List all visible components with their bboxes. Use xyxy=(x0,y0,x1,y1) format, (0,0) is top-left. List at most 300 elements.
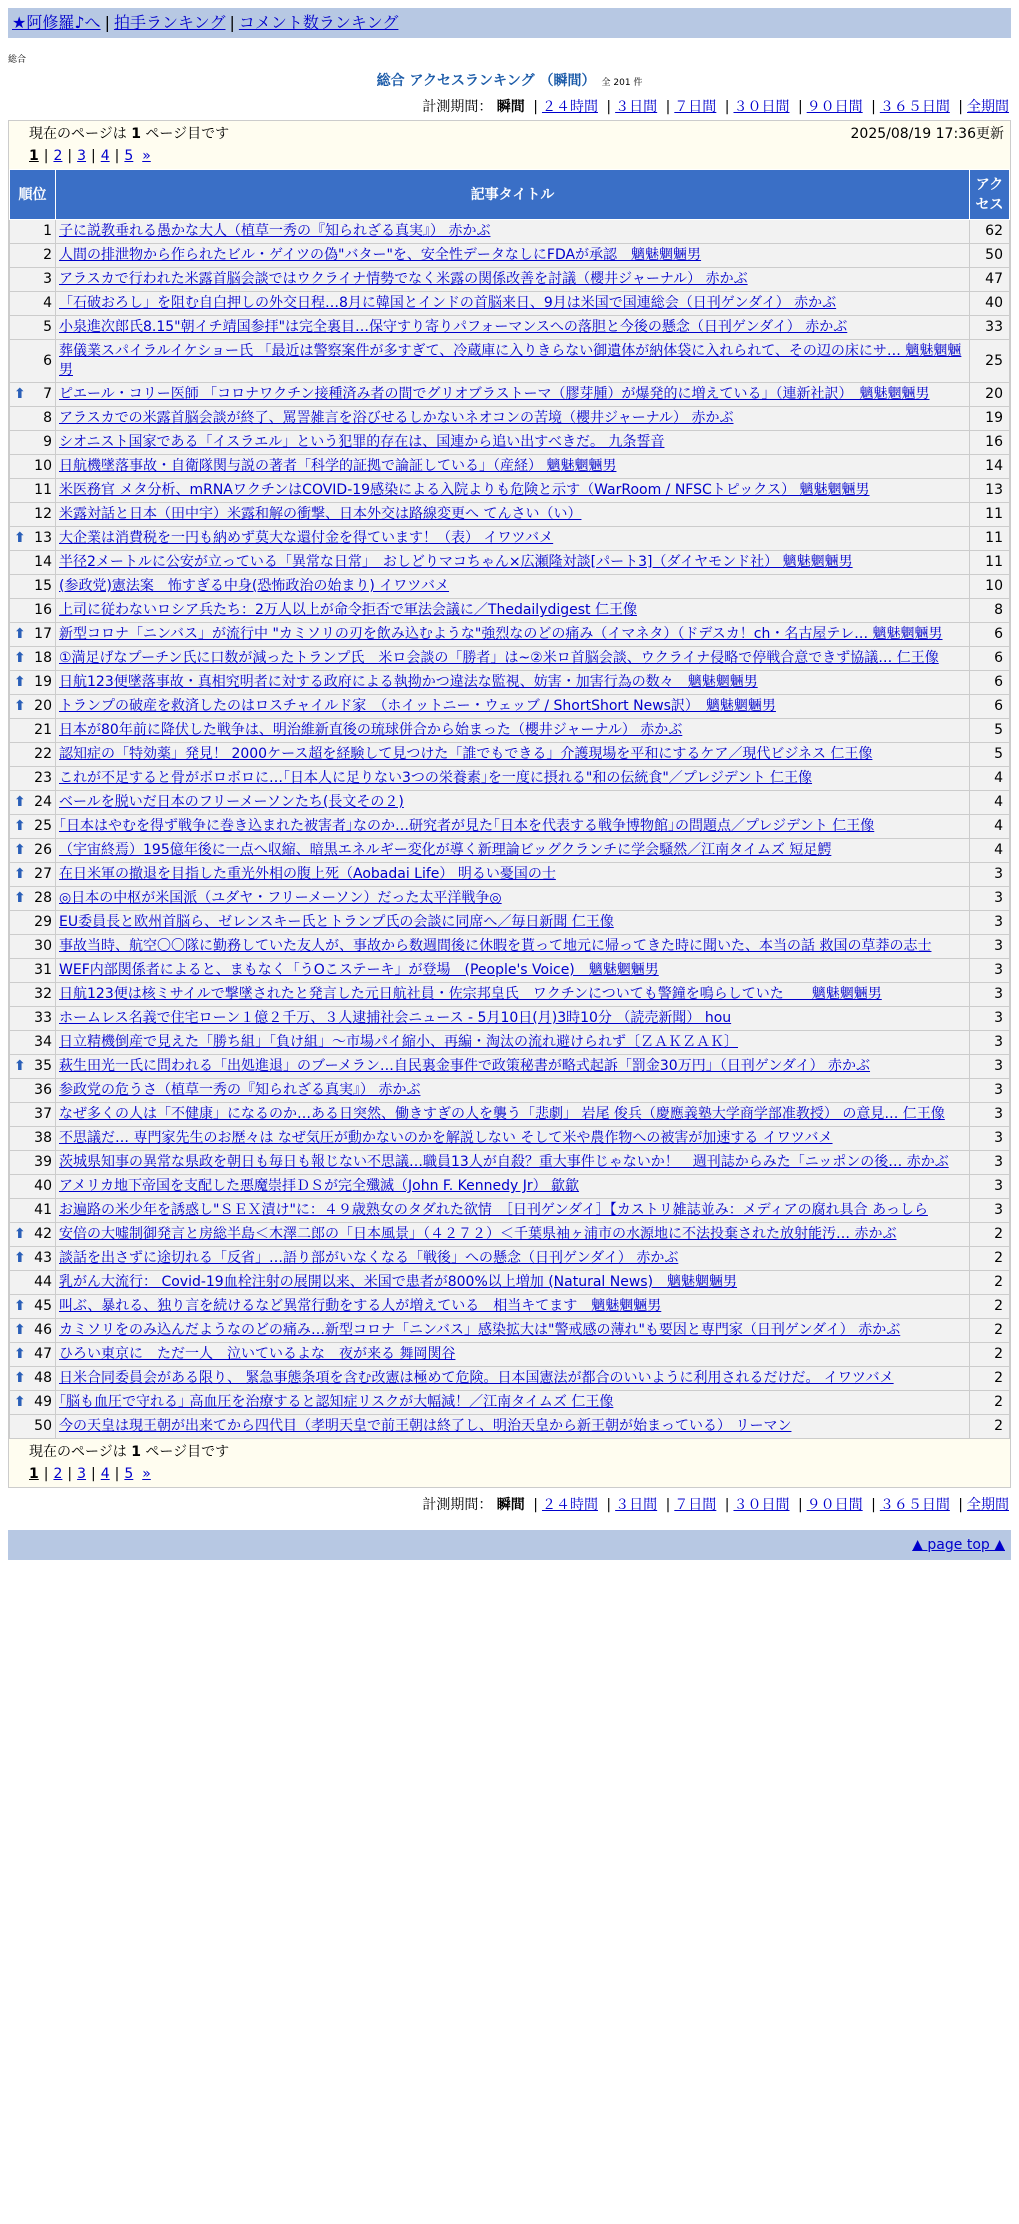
article-title-link[interactable]: 米医務官 メタ分析、mRNAワクチンはCOVID-19感染による入院よりも危険と示す（WarRoom / NFSCトピックス） 魑魅魍魎男 xyxy=(59,482,870,498)
title-cell xyxy=(56,671,970,695)
article-title-link[interactable]: ｢日本はやむを得ず戦争に巻き込まれた被害者｣なのか…研究者が見た｢日本を代表する戦争博物館｣の問題点／プレジデント 仁王像 xyxy=(59,818,875,834)
title-cell xyxy=(56,316,970,340)
title-cell xyxy=(56,767,970,791)
rank-cell xyxy=(10,1367,56,1391)
rank-number: 33 xyxy=(34,1010,52,1026)
period-selector-bottom: 計測期間： 瞬間 | ２４時間 | ３日間 | ７日間 | ３０日間 | ９０日間 | ３６５日間 | 全期間 xyxy=(422,1497,1009,1513)
article-title-link[interactable]: 葬儀業スパイラルイケショー氏 「最近は警察案件が多すぎて、冷蔵庫に入りきらない御遺体が納体袋に入れられて、その辺の床にサ… 魑魅魍魎男 xyxy=(59,343,962,378)
period-label: 計測期間： xyxy=(422,99,493,115)
period-link-3d[interactable]: ３日間 xyxy=(615,1497,658,1513)
rank-number: 1 xyxy=(43,223,52,239)
article-title-link[interactable]: シオニスト国家である「イスラエル」という犯罪的存在は、国連から追い出すべきだ。 九条誓音 xyxy=(59,434,665,450)
rank-number: 30 xyxy=(34,938,52,954)
title-cell xyxy=(56,1223,970,1247)
title-cell xyxy=(56,340,970,383)
article-title-link[interactable]: 在日米軍の撤退を目指した重光外相の腹上死（Aobadai Life） 明るい憂国の士 xyxy=(59,866,556,882)
access-count: 19 xyxy=(970,407,1010,431)
access-count: 2 xyxy=(970,1343,1010,1367)
access-count: 3 xyxy=(970,911,1010,935)
article-title-link[interactable]: アラスカでの米露首脳会談が終了、罵詈雑言を浴びせるしかないネオコンの苦境（櫻井ジャーナル） 赤かぶ xyxy=(59,410,734,426)
title-cell xyxy=(56,1055,970,1079)
page-top-link[interactable]: ▲ page top ▲ xyxy=(912,1537,1005,1553)
nav-separator: | xyxy=(229,13,235,32)
rank-number: 41 xyxy=(34,1202,52,1218)
rank-number: 45 xyxy=(34,1298,52,1314)
rank-number: 7 xyxy=(43,386,52,402)
table-row xyxy=(10,983,1010,1007)
rank-cell xyxy=(10,983,56,1007)
article-title-link[interactable]: アメリカ地下帝国を支配した悪魔崇拝ＤＳが完全殲滅（John F. Kennedy Jr） 歙歙 xyxy=(59,1178,580,1194)
up-arrow-icon: ⬆ xyxy=(14,698,26,714)
table-row xyxy=(10,220,1010,244)
ranking-box xyxy=(8,120,1011,1488)
rank-cell xyxy=(10,1223,56,1247)
pager-next[interactable]: » xyxy=(142,148,151,164)
article-title-link[interactable]: ホームレス名義で住宅ローン１億２千万、３人逮捕社会ニュース - 5月10日(月)3時10分 （読売新聞） hou xyxy=(59,1010,732,1026)
period-label: 計測期間： xyxy=(422,1497,493,1513)
article-title-link[interactable]: 上司に従わないロシア兵たち：2万人以上が命令拒否で軍法会議に／Thedailydigest 仁王像 xyxy=(59,602,637,618)
period-link-365d[interactable]: ３６５日間 xyxy=(879,1497,950,1513)
table-row xyxy=(10,575,1010,599)
rank-cell xyxy=(10,1199,56,1223)
rank-number: 10 xyxy=(34,458,52,474)
rank-cell xyxy=(10,479,56,503)
title-cell xyxy=(56,1007,970,1031)
table-row xyxy=(10,791,1010,815)
title-cell xyxy=(56,1079,970,1103)
access-count: 3 xyxy=(970,1031,1010,1055)
page-title-text: 総合 アクセスランキング （瞬間） xyxy=(376,73,596,89)
article-title-link[interactable]: ひろい東京に ただ一人 泣いているよな 夜が来る 舞岡関谷 xyxy=(59,1346,456,1362)
table-row xyxy=(10,268,1010,292)
pager-top: 1 | 2 | 3 | 4 | 5 » xyxy=(29,148,151,164)
table-row xyxy=(10,1055,1010,1079)
rank-number: 25 xyxy=(34,818,52,834)
rank-cell xyxy=(10,407,56,431)
period-link-24h[interactable]: ２４時間 xyxy=(541,1497,598,1513)
rank-cell xyxy=(10,887,56,911)
access-count: 3 xyxy=(970,1007,1010,1031)
up-arrow-icon: ⬆ xyxy=(14,1370,26,1386)
article-title-link[interactable]: なぜ多くの人は「不健康」になるのか…ある日突然、働きすぎの人を襲う「悲劇」 岩尾 俊兵（慶應義塾大学商学部准教授） の意見… 仁王像 xyxy=(59,1106,945,1122)
rank-number: 19 xyxy=(34,674,52,690)
table-row xyxy=(10,1151,1010,1175)
rank-number: 37 xyxy=(34,1106,52,1122)
access-count: 33 xyxy=(970,316,1010,340)
up-arrow-icon: ⬆ xyxy=(14,1250,26,1266)
rank-number: 8 xyxy=(43,410,52,426)
table-row xyxy=(10,1175,1010,1199)
up-arrow-icon: ⬆ xyxy=(14,530,26,546)
title-cell xyxy=(56,479,970,503)
updated-time: 2025/08/19 17:36更新 xyxy=(850,126,1004,142)
access-count: 62 xyxy=(970,220,1010,244)
article-title-link[interactable]: お遍路の米少年を誘惑し"ＳＥＸ漬け"に：４９歳熟女のタダれた欲情 ［日刊ゲンダイ］【カストリ雑誌並み：メディアの腐れ具合 あっしら xyxy=(59,1202,928,1218)
article-title-link[interactable]: 萩生田光一氏に問われる「出処進退」のブーメラン…自民裏金事件で政策秘書が略式起訴「罰金30万円」（日刊ゲンダイ） 赤かぶ xyxy=(59,1058,871,1074)
access-count: 4 xyxy=(970,839,1010,863)
article-title-link[interactable]: WEF内部関係者によると、まもなく「うOこステーキ」が登場 (People's Voice) 魑魅魍魎男 xyxy=(59,962,659,978)
pager-link-4[interactable]: 4 xyxy=(100,148,110,164)
header-rank: 順位 xyxy=(10,170,56,220)
article-title-link[interactable]: EU委員長と欧州首脳ら、ゼレンスキー氏とトランプ氏の会談に同席へ／毎日新聞 仁王像 xyxy=(59,914,614,930)
access-count: 3 xyxy=(970,983,1010,1007)
table-row xyxy=(10,244,1010,268)
period-link-30d[interactable]: ３０日間 xyxy=(733,1497,790,1513)
rank-number: 3 xyxy=(43,271,52,287)
article-title-link[interactable]: 安倍の大嘘制御発言と房総半島＜木澤二郎の「日本風景」（４２７２）＜千葉県袖ヶ浦市の水源地に不法投棄された放射能汚… 赤かぶ xyxy=(59,1226,897,1242)
article-title-link[interactable]: 小泉進次郎氏8.15"朝イチ靖国参拝"は完全裏目…保守すり寄りパフォーマンスへの落胆と今後の懸念（日刊ゲンダイ） 赤かぶ xyxy=(59,319,848,335)
rank-number: 15 xyxy=(34,578,52,594)
access-count: 3 xyxy=(970,1055,1010,1079)
rank-cell xyxy=(10,791,56,815)
pager-link-5[interactable]: 5 xyxy=(124,148,134,164)
title-cell xyxy=(56,623,970,647)
table-row xyxy=(10,863,1010,887)
access-count: 3 xyxy=(970,959,1010,983)
article-title-link[interactable]: 日米合同委員会がある限り、 緊急事態条項を含む改憲は極めて危険。日本国憲法が都合のいいように利用されるだけだ。 イワツバメ xyxy=(59,1370,894,1386)
title-cell xyxy=(56,815,970,839)
page-status: 現在のページは 1 ページ目です xyxy=(29,126,230,142)
access-count: 2 xyxy=(970,1223,1010,1247)
rank-number: 28 xyxy=(34,890,52,906)
article-title-link[interactable]: 日本が80年前に降伏した戦争は、明治維新直後の琉球併合から始まった（櫻井ジャーナル） 赤かぶ xyxy=(59,722,683,738)
pager-link-4[interactable]: 4 xyxy=(100,1466,110,1482)
title-cell xyxy=(56,1175,970,1199)
header-title: 記事タイトル xyxy=(56,170,970,220)
access-count: 3 xyxy=(970,1103,1010,1127)
rank-cell xyxy=(10,1343,56,1367)
nav-link-applause-ranking[interactable]: 拍手ランキング xyxy=(113,13,226,32)
rank-number: 50 xyxy=(34,1418,52,1434)
title-cell xyxy=(56,863,970,887)
article-title-link[interactable]: 「石破おろし」を阻む自白押しの外交日程…8月に韓国とインドの首脳来日、9月は米国で国連総会（日刊ゲンダイ） 赤かぶ xyxy=(59,295,837,311)
rank-cell xyxy=(10,1319,56,1343)
article-title-link[interactable]: 新型コロナ「ニンバス」が流行中 "カミソリの刃を飲み込むような"強烈なのどの痛み（イマネタ）（ドデスカ！ch・名古屋テレ… 魑魅魍魎男 xyxy=(59,626,943,642)
rank-number: 48 xyxy=(34,1370,52,1386)
article-title-link[interactable]: 茨城県知事の異常な県政を朝日も毎日も報じない不思議…職員13人が自殺？重大事件じゃないか！ 週刊誌からみた「ニッポンの後… 赤かぶ xyxy=(59,1154,949,1170)
access-count: 2 xyxy=(970,1271,1010,1295)
access-count: 6 xyxy=(970,623,1010,647)
rank-number: 47 xyxy=(34,1346,52,1362)
access-count: 3 xyxy=(970,935,1010,959)
title-cell xyxy=(56,839,970,863)
rank-cell xyxy=(10,599,56,623)
access-count: 6 xyxy=(970,695,1010,719)
title-cell xyxy=(56,935,970,959)
table-row xyxy=(10,767,1010,791)
access-count: 2 xyxy=(970,1367,1010,1391)
period-selector-top: 計測期間： 瞬間 | ２４時間 | ３日間 | ７日間 | ３０日間 | ９０日間 | ３６５日間 | 全期間 xyxy=(422,99,1009,115)
rank-cell xyxy=(10,383,56,407)
table-row xyxy=(10,1247,1010,1271)
rank-cell xyxy=(10,815,56,839)
rank-number: 23 xyxy=(34,770,52,786)
rank-number: 22 xyxy=(34,746,52,762)
article-title-link[interactable]: 半径2メートルに公安が立っている「異常な日常」 おしどりマコちゃん×広瀬隆対談[パート3]（ダイヤモンド社） 魑魅魍魎男 xyxy=(59,554,853,570)
table-row xyxy=(10,1367,1010,1391)
article-title-link[interactable]: これが不足すると骨がボロボロに…｢日本人に足りない3つの栄養素｣を一度に摂れる"和の伝統食"／プレジデント 仁王像 xyxy=(59,770,813,786)
title-cell xyxy=(56,292,970,316)
article-title-link[interactable]: ベールを脱いだ日本のフリーメーソンたち(長文その２) xyxy=(59,794,404,810)
article-title-link[interactable]: ①満足げなプーチン氏に口数が減ったトランプ氏 米ロ会談の「勝者」は~②米ロ首脳会談、ウクライナ侵略で停戦合意できず協議… 仁王像 xyxy=(59,650,939,666)
table-row xyxy=(10,455,1010,479)
title-cell xyxy=(56,1391,970,1415)
access-count: 3 xyxy=(970,1127,1010,1151)
table-row xyxy=(10,839,1010,863)
access-count: 3 xyxy=(970,1199,1010,1223)
pager-link-3[interactable]: 3 xyxy=(77,148,87,164)
article-title-link[interactable]: アラスカで行われた米露首脳会談ではウクライナ情勢でなく米露の関係改善を討議（櫻井ジャーナル） 赤かぶ xyxy=(59,271,748,287)
rank-cell xyxy=(10,316,56,340)
rank-cell xyxy=(10,1127,56,1151)
up-arrow-icon: ⬆ xyxy=(14,842,26,858)
rank-number: 13 xyxy=(34,530,52,546)
table-row xyxy=(10,527,1010,551)
table-header-row xyxy=(10,170,1010,220)
article-title-link[interactable]: (参政党)憲法案 怖すぎる中身(恐怖政治の始まり) イワツバメ xyxy=(59,578,450,594)
rank-cell xyxy=(10,340,56,383)
access-count: 11 xyxy=(970,503,1010,527)
pager-link-5[interactable]: 5 xyxy=(124,1466,134,1482)
title-cell xyxy=(56,503,970,527)
article-title-link[interactable]: ピエール・コリー医師 「コロナワクチン接種済み者の間でグリオブラストーマ（膠芽腫）が爆発的に増えている」（連新社訳） 魑魅魍魎男 xyxy=(59,386,930,402)
access-count: 2 xyxy=(970,1391,1010,1415)
access-count: 14 xyxy=(970,455,1010,479)
title-cell xyxy=(56,268,970,292)
table-row xyxy=(10,1103,1010,1127)
access-count: 6 xyxy=(970,647,1010,671)
title-cell xyxy=(56,1127,970,1151)
article-title-link[interactable]: 不思議だ… 専門家先生のお歴々は なぜ気圧が動かないのかを解説しない そして米や農作物への被害が加速する イワツバメ xyxy=(59,1130,833,1146)
rank-number: 17 xyxy=(34,626,52,642)
access-count: 20 xyxy=(970,383,1010,407)
pager-next[interactable]: » xyxy=(142,1466,151,1482)
rank-cell xyxy=(10,455,56,479)
table-row xyxy=(10,647,1010,671)
article-title-link[interactable]: 米露対話と日本（田中宇）米露和解の衝撃、日本外交は路線変更へ てんさい（い） xyxy=(59,506,582,522)
table-row xyxy=(10,1415,1010,1439)
rank-cell xyxy=(10,527,56,551)
access-count: 5 xyxy=(970,743,1010,767)
title-cell xyxy=(56,911,970,935)
pager-link-2[interactable]: 2 xyxy=(53,148,63,164)
access-count: 16 xyxy=(970,431,1010,455)
up-arrow-icon: ⬆ xyxy=(14,674,26,690)
access-count: 5 xyxy=(970,719,1010,743)
rank-cell xyxy=(10,1271,56,1295)
article-title-link[interactable]: 人間の排泄物から作られたビル・ゲイツの偽"バター"を、安全性データなしにFDAが承認 魑魅魍魎男 xyxy=(59,247,702,263)
access-count: 2 xyxy=(970,1319,1010,1343)
article-title-link[interactable]: （宇宙終焉）195億年後に一点へ収縮、暗黒エネルギー変化が導く新理論ビッグクランチに学会騒然／江南タイムズ 短足鰐 xyxy=(59,842,832,858)
rank-number: 4 xyxy=(43,295,52,311)
table-row xyxy=(10,383,1010,407)
article-title-link[interactable]: ◎日本の中枢が米国派（ユダヤ・フリーメーソン）だった太平洋戦争◎ xyxy=(59,890,502,906)
up-arrow-icon: ⬆ xyxy=(14,1058,26,1074)
up-arrow-icon: ⬆ xyxy=(14,1226,26,1242)
up-arrow-icon: ⬆ xyxy=(14,1394,26,1410)
article-title-link[interactable]: 認知症の「特効薬」発見！ 2000ケース超を経験して見つけた「誰でもできる」介護現場を平和にするケア／現代ビジネス 仁王像 xyxy=(59,746,873,762)
up-arrow-icon: ⬆ xyxy=(14,890,26,906)
period-link-90d[interactable]: ９０日間 xyxy=(806,99,863,115)
nav-link-comment-ranking[interactable]: コメント数ランキング xyxy=(238,13,399,32)
title-cell xyxy=(56,1103,970,1127)
page-title xyxy=(0,70,1019,90)
page-info-top xyxy=(9,121,1010,169)
rank-cell xyxy=(10,719,56,743)
rank-cell xyxy=(10,1415,56,1439)
rank-number: 49 xyxy=(34,1394,52,1410)
period-link-24h[interactable]: ２４時間 xyxy=(541,99,598,115)
rank-number: 14 xyxy=(34,554,52,570)
title-cell xyxy=(56,791,970,815)
table-row xyxy=(10,1079,1010,1103)
period-link-90d[interactable]: ９０日間 xyxy=(806,1497,863,1513)
rank-number: 31 xyxy=(34,962,52,978)
title-cell xyxy=(56,695,970,719)
rank-cell xyxy=(10,911,56,935)
table-row xyxy=(10,1199,1010,1223)
rank-cell xyxy=(10,1175,56,1199)
rank-cell xyxy=(10,1295,56,1319)
table-row xyxy=(10,671,1010,695)
table-row xyxy=(10,340,1010,383)
rank-cell xyxy=(10,1031,56,1055)
table-row xyxy=(10,292,1010,316)
up-arrow-icon: ⬆ xyxy=(14,866,26,882)
rank-cell xyxy=(10,743,56,767)
period-link-3d[interactable]: ３日間 xyxy=(615,99,658,115)
rank-cell xyxy=(10,1055,56,1079)
access-count: 4 xyxy=(970,815,1010,839)
up-arrow-icon: ⬆ xyxy=(14,1322,26,1338)
article-title-link[interactable]: 日航123便は核ミサイルで撃墜されたと発言した元日航社員・佐宗邦皇氏 ワクチンについても警鐘を鳴らしていた 魑魅魍魎男 xyxy=(59,986,882,1002)
rank-cell xyxy=(10,959,56,983)
article-title-link[interactable]: 参政党の危うさ（植草一秀の『知られざる真実』） 赤かぶ xyxy=(59,1082,421,1098)
rank-number: 12 xyxy=(34,506,52,522)
period-link-7d[interactable]: ７日間 xyxy=(674,1497,717,1513)
rank-cell xyxy=(10,1103,56,1127)
access-count: 13 xyxy=(970,479,1010,503)
rank-cell xyxy=(10,1151,56,1175)
table-row xyxy=(10,599,1010,623)
table-row xyxy=(10,743,1010,767)
access-count: 2 xyxy=(970,1247,1010,1271)
table-row xyxy=(10,1319,1010,1343)
rank-number: 46 xyxy=(34,1322,52,1338)
item-count: 全 201 件 xyxy=(601,78,643,88)
table-row xyxy=(10,1343,1010,1367)
article-title-link[interactable]: 日航機墜落事故・自衛隊関与説の著者「科学的証拠で論証している」（産経） 魑魅魍魎男 xyxy=(59,458,617,474)
access-count: 3 xyxy=(970,863,1010,887)
title-cell xyxy=(56,407,970,431)
pager-current: 1 xyxy=(29,1466,39,1482)
title-cell xyxy=(56,1247,970,1271)
article-title-link[interactable]: 大企業は消費税を一円も納めず莫大な還付金を得ています！（表） イワツバメ xyxy=(59,530,554,546)
rank-cell xyxy=(10,268,56,292)
article-title-link[interactable]: 事故当時、航空〇〇隊に勤務していた友人が、事故から数週間後に休暇を貰って地元に帰ってきた時に聞いた、本当の話 救国の草莽の志士 xyxy=(59,938,932,954)
article-title-link[interactable]: 子に説教垂れる愚かな大人（植草一秀の『知られざる真実』） 赤かぶ xyxy=(59,223,491,239)
rank-number: 27 xyxy=(34,866,52,882)
period-link-30d[interactable]: ３０日間 xyxy=(733,99,790,115)
pager-link-3[interactable]: 3 xyxy=(77,1466,87,1482)
title-cell xyxy=(56,887,970,911)
up-arrow-icon: ⬆ xyxy=(14,626,26,642)
rank-cell xyxy=(10,1391,56,1415)
bottom-bar xyxy=(8,1530,1011,1560)
table-row xyxy=(10,503,1010,527)
access-count: 50 xyxy=(970,244,1010,268)
article-title-link[interactable]: 乳がん大流行： Covid-19血栓注射の展開以来、米国で患者が800%以上増加 (Natural News) 魑魅魍魎男 xyxy=(59,1274,738,1290)
rank-cell xyxy=(10,1247,56,1271)
table-row xyxy=(10,1031,1010,1055)
period-link-all[interactable]: 全期間 xyxy=(967,1497,1009,1513)
table-row xyxy=(10,1295,1010,1319)
up-arrow-icon: ⬆ xyxy=(14,1298,26,1314)
access-count: 47 xyxy=(970,268,1010,292)
rank-number: 29 xyxy=(34,914,52,930)
rank-cell xyxy=(10,575,56,599)
pager-link-2[interactable]: 2 xyxy=(53,1466,63,1482)
rank-number: 18 xyxy=(34,650,52,666)
access-count: 3 xyxy=(970,1151,1010,1175)
rank-cell xyxy=(10,244,56,268)
period-link-all[interactable]: 全期間 xyxy=(967,99,1009,115)
rank-number: 16 xyxy=(34,602,52,618)
rank-cell xyxy=(10,503,56,527)
article-title-link[interactable]: 談話を出さずに途切れる「反省」…語り部がいなくなる「戦後」への懸念（日刊ゲンダイ） 赤かぶ xyxy=(59,1250,679,1266)
up-arrow-icon: ⬆ xyxy=(14,1346,26,1362)
article-title-link[interactable]: 叫ぶ、暴れる、独り言を続けるなど異常行動をする人が増えている 相当キてます 魑魅魍魎男 xyxy=(59,1298,662,1314)
rank-cell xyxy=(10,695,56,719)
rank-number: 38 xyxy=(34,1130,52,1146)
rank-number: 26 xyxy=(34,842,52,858)
access-count: 25 xyxy=(970,340,1010,383)
title-cell xyxy=(56,1199,970,1223)
table-row xyxy=(10,551,1010,575)
access-count: 3 xyxy=(970,1175,1010,1199)
access-count: 8 xyxy=(970,599,1010,623)
title-cell xyxy=(56,1343,970,1367)
rank-number: 39 xyxy=(34,1154,52,1170)
rank-number: 36 xyxy=(34,1082,52,1098)
period-link-7d[interactable]: ７日間 xyxy=(674,99,717,115)
table-row xyxy=(10,1223,1010,1247)
period-link-365d[interactable]: ３６５日間 xyxy=(879,99,950,115)
title-cell xyxy=(56,527,970,551)
title-cell xyxy=(56,431,970,455)
article-title-link[interactable]: ｢脳も血圧で守れる｣ 高血圧を治療すると認知症リスクが大幅減！／江南タイムズ 仁王像 xyxy=(59,1394,614,1410)
rank-number: 6 xyxy=(43,352,52,369)
title-cell xyxy=(56,743,970,767)
title-cell xyxy=(56,719,970,743)
article-title-link[interactable]: カミソリをのみ込んだようなのどの痛み…新型コロナ「ニンバス」感染拡大は"警戒感の薄れ"も要因と専門家（日刊ゲンダイ） 赤かぶ xyxy=(59,1322,901,1338)
title-cell xyxy=(56,599,970,623)
nav-link-ashura[interactable]: ★阿修羅♪へ xyxy=(12,13,101,32)
article-title-link[interactable]: 今の天皇は現王朝が出来てから四代目（孝明天皇で前王朝は終了し、明治天皇から新王朝が始まっている） リーマン xyxy=(59,1418,792,1434)
article-title-link[interactable]: 日航123便墜落事故・真相究明者に対する政府による執拗かつ違法な監視、妨害・加害行為の数々 魑魅魍魎男 xyxy=(59,674,758,690)
pager-bottom: 1 | 2 | 3 | 4 | 5 » xyxy=(29,1466,151,1482)
access-count: 2 xyxy=(970,1415,1010,1439)
up-arrow-icon: ⬆ xyxy=(14,818,26,834)
access-count: 10 xyxy=(970,575,1010,599)
rank-cell xyxy=(10,551,56,575)
access-count: 4 xyxy=(970,791,1010,815)
article-title-link[interactable]: トランプの破産を救済したのはロスチャイルド家 （ホイットニー・ウェッブ / ShortShort News訳） 魑魅魍魎男 xyxy=(59,698,776,714)
article-title-link[interactable]: 日立精機倒産で見えた「勝ち組」「負け組」～市場パイ縮小、再編・淘汰の流れ避けられず〔ＺＡＫＺＡＫ〕 xyxy=(59,1034,738,1050)
title-cell xyxy=(56,244,970,268)
table-row xyxy=(10,1271,1010,1295)
rank-cell xyxy=(10,863,56,887)
